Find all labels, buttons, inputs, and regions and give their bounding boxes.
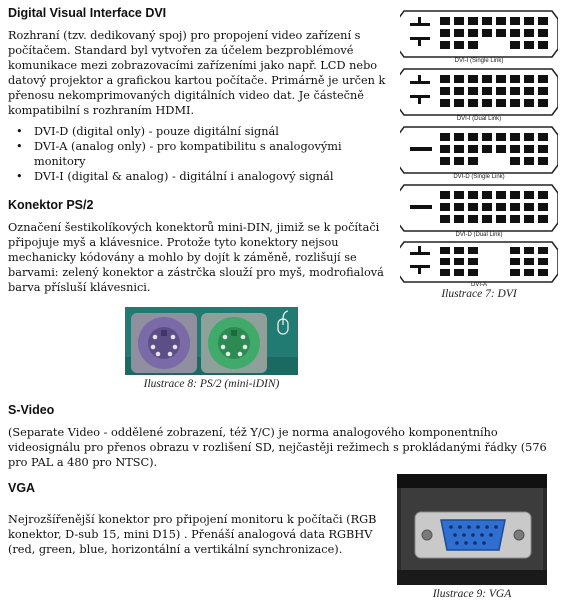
vga-photo — [397, 474, 547, 585]
dvi-heading: Digital Visual Interface DVI — [8, 6, 167, 20]
ps2-heading: Konektor PS/2 — [8, 198, 94, 212]
svideo-heading: S-Video — [8, 403, 55, 417]
ps2-ports-image — [125, 307, 298, 375]
dvi-d-single-connector — [400, 127, 558, 173]
list-item: • DVI-D (digital only) - pouze digitální signál — [14, 124, 384, 139]
dvi-label: DVI-A — [470, 282, 487, 288]
dvi-figure — [400, 8, 558, 306]
dvi-paragraph: Rozhraní (tzv. dedikovaný spoj) pro propojení video zařízení s počítačem. Standard byl vytvořen za účelem bezproblémové komunikace mezi zobrazovacími zařízeními jako např. LCD nebo datový projektor a grafickou kartou počítače. Primárně je určen k přenosu nekomprimovaných digitálních video dat. Je částečně kompatibilní s rozhraním HDMI. — [8, 29, 386, 117]
svideo-paragraph: (Separate Video - oddělené zobrazení, též Y/C) je norma analogového komponentního videosignálu pro přenos obrazu v rozlišení SD, nejčastěji režimech s prokládanými řádky (576 pro PAL a 480 pro NTSC). — [8, 426, 547, 469]
dvi-a-connector — [400, 242, 558, 282]
vga-caption: Ilustrace 9: VGA — [432, 588, 512, 600]
vga-paragraph: Nejrozšířenější konektor pro připojení monitoru k počítači (RGB konektor, D-sub 15, mini D15) . Přenáší analogová data RGBHV (red, green, blue, horizontální a vertikální synchronizace). — [8, 513, 377, 556]
dvi-d-dual-connector — [400, 185, 558, 231]
dvi-caption: Ilustrace 7: DVI — [441, 288, 517, 300]
vga-heading: VGA — [8, 481, 36, 495]
dvi-label: DVI-D (Single Link) — [453, 174, 505, 180]
dvi-bullet-list — [14, 124, 384, 184]
ps2-paragraph: Označení šestikolíkových konektorů mini-DIN, jimiž se k počítači připojuje myš a klávesnice. Protože tyto konektory nejsou mechanicky kódovány a mohlo by dojít k záměně, rozlišují se barvami: zelený konektor a zástrčka slouží pro myš, modrofialová barva přísluší klávesnici. — [8, 221, 384, 294]
dvi-i-dual-connector — [400, 69, 558, 115]
dvi-connectors-diagram — [400, 8, 558, 286]
dvi-label: DVI-I (Single Link) — [454, 58, 504, 64]
vga-port-image — [397, 474, 547, 585]
ps2-photo — [125, 307, 298, 375]
dvi-i-single-connector — [400, 11, 558, 57]
list-item: • DVI-I (digital & analog) - digitální i analogový signál — [14, 169, 384, 184]
list-item: • DVI-A (analog only) - pro kompatibilitu s analogovými monitory — [14, 139, 384, 169]
dvi-label: DVI-I (Dual Link) — [456, 116, 502, 122]
ps2-caption: Ilustrace 8: PS/2 (mini-iDIN) — [143, 378, 280, 390]
dvi-label: DVI-D (Dual Link) — [455, 232, 503, 238]
